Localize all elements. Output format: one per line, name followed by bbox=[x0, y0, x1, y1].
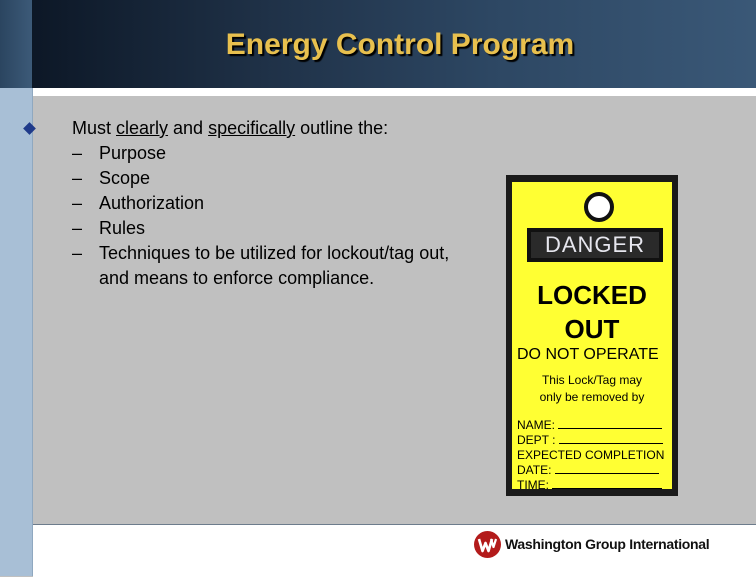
locked-text: LOCKED bbox=[537, 280, 647, 310]
dash: – bbox=[72, 218, 83, 238]
left-sidebar-band bbox=[0, 88, 33, 576]
time-field-label: TIME: bbox=[517, 478, 549, 489]
company-logo bbox=[474, 531, 734, 561]
tag-hole-icon bbox=[584, 192, 614, 222]
bullet-main-line bbox=[72, 116, 502, 141]
name-field bbox=[517, 418, 669, 433]
removal-note-line2: only be removed by bbox=[539, 390, 645, 404]
bullet-mid-text: and bbox=[168, 118, 209, 138]
time-field-line bbox=[552, 478, 662, 489]
sub-item-continuation: and means to enforce compliance. bbox=[99, 268, 375, 288]
washington-group-logo-icon bbox=[474, 531, 501, 558]
locked-out-heading bbox=[512, 278, 672, 346]
do-not-operate-label: DO NOT OPERATE bbox=[517, 346, 659, 363]
sub-item bbox=[72, 191, 502, 216]
date-field bbox=[517, 463, 669, 478]
danger-label: DANGER bbox=[531, 232, 659, 258]
dept-field bbox=[517, 433, 669, 448]
sub-item-label: Authorization bbox=[99, 193, 205, 213]
sub-item-label: Rules bbox=[99, 218, 146, 238]
sub-item-label: Purpose bbox=[99, 143, 167, 163]
sub-item-label: Techniques to be utilized for lockout/tag out, bbox=[99, 243, 450, 263]
tag-fields bbox=[517, 418, 669, 489]
name-field-label: NAME: bbox=[517, 418, 556, 432]
date-field-label: DATE: bbox=[517, 463, 552, 477]
removal-note-line1: This Lock/Tag may bbox=[541, 373, 643, 387]
bullet-underlined-word-specifically: specifically bbox=[208, 118, 296, 138]
bullet-underlined-word-clearly: clearly bbox=[116, 118, 169, 138]
out-text: OUT bbox=[564, 314, 620, 344]
danger-banner bbox=[527, 228, 663, 262]
date-field-line bbox=[555, 463, 659, 474]
expected-completion-label: EXPECTED COMPLETION bbox=[517, 448, 665, 462]
dash: – bbox=[72, 168, 83, 188]
dash: – bbox=[72, 193, 83, 213]
dash: – bbox=[72, 243, 83, 263]
header-divider bbox=[32, 88, 756, 96]
company-name: Washington Group International bbox=[505, 536, 710, 552]
name-field-line bbox=[558, 418, 662, 429]
sub-item bbox=[72, 216, 502, 241]
dept-field-line bbox=[559, 433, 663, 444]
time-field bbox=[517, 478, 669, 489]
sub-item bbox=[72, 166, 502, 191]
bullet-tail-text: outline the: bbox=[295, 118, 389, 138]
lockout-tag-face bbox=[512, 182, 672, 489]
sub-item bbox=[72, 241, 502, 266]
header-bar bbox=[0, 0, 756, 88]
dept-field-label: DEPT : bbox=[517, 433, 556, 447]
lockout-tag bbox=[506, 175, 678, 496]
removal-note bbox=[512, 372, 672, 406]
sub-item bbox=[72, 141, 502, 166]
bullet-lead-text: Must bbox=[72, 118, 117, 138]
page-title: Energy Control Program bbox=[225, 28, 575, 61]
bullet-text-block bbox=[72, 116, 502, 291]
dash: – bbox=[72, 143, 83, 163]
sub-item-label: Scope bbox=[99, 168, 151, 188]
